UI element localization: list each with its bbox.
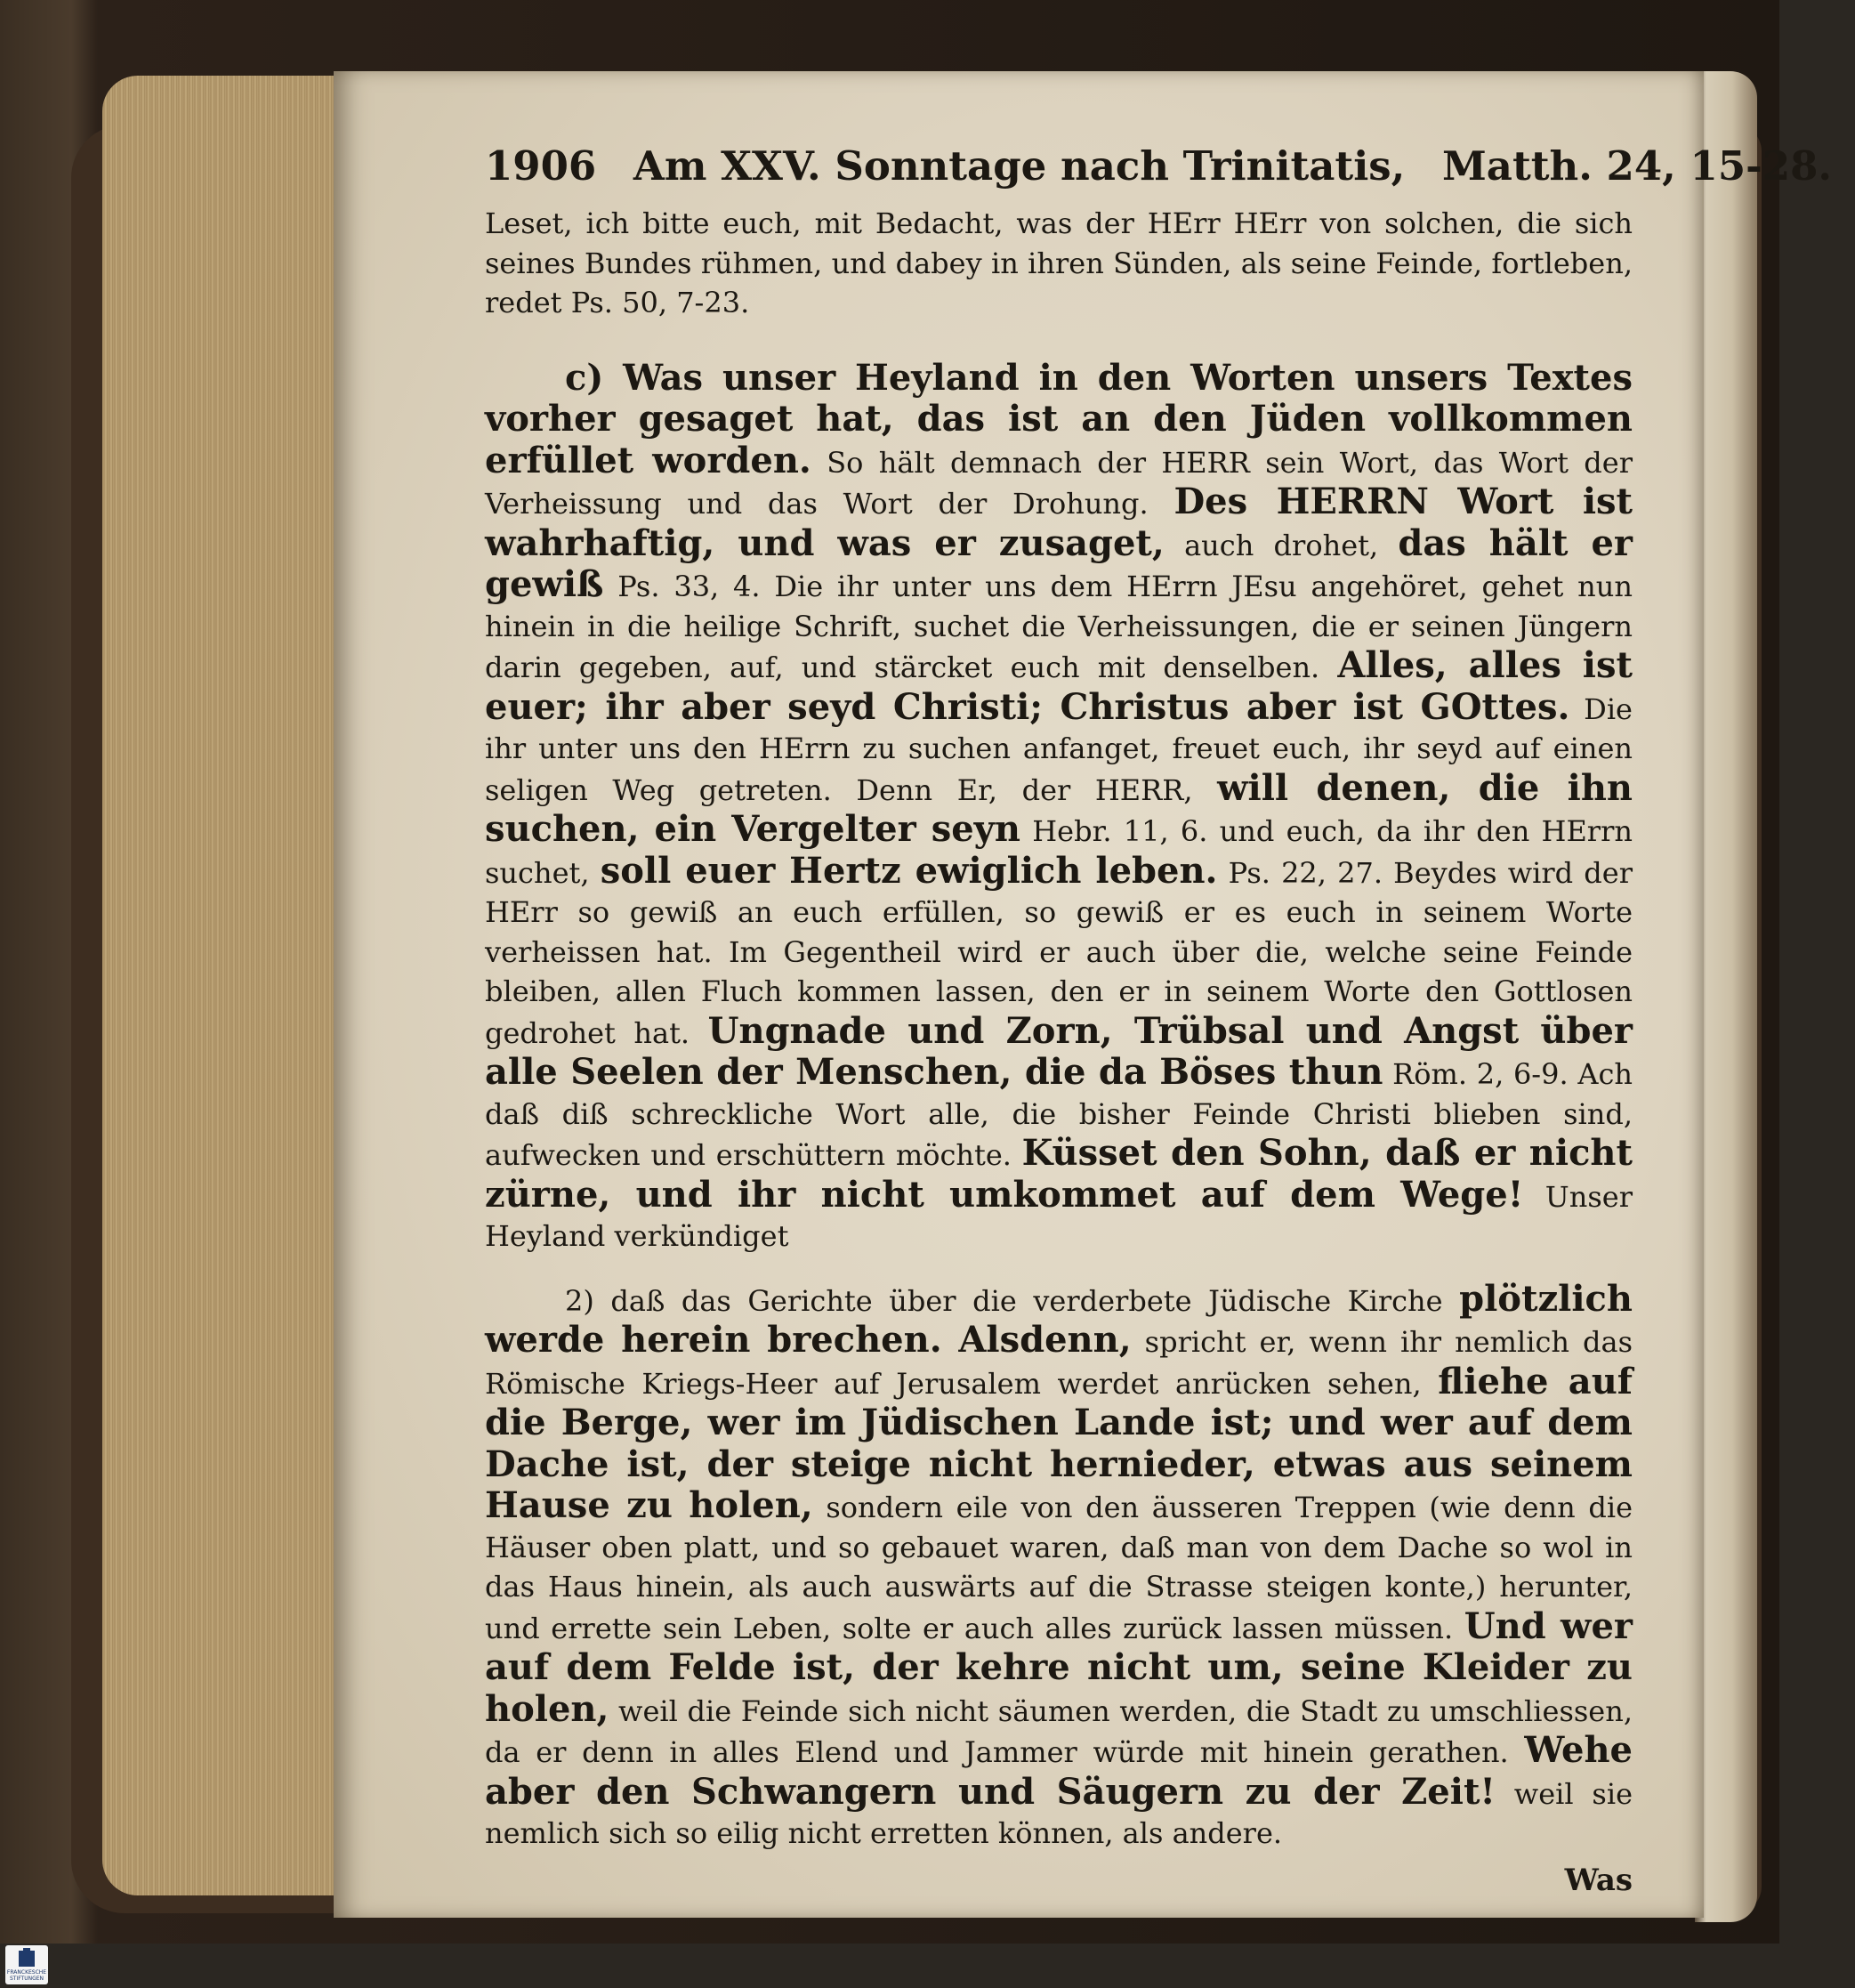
emphasis-run: plötzlich werde herein brechen. Alsdenn, [485,1277,1633,1361]
text-run: auch drohet, [1164,528,1399,562]
text-run: sondern eile von den äusseren Treppen (wie denn die Häuser oben platt, und so gebauet waren, daß man von dem Dache so wol in das Haus hinein, als auch auswärts auf die Strasse steigen konte,) herunter, und errette sein Leben, solte er auch alles zurück lassen müssen. [485,1491,1633,1645]
page-edges [102,76,343,1895]
text-run: weil die Feinde sich nicht säumen werden, die Stadt zu umschliessen, da er denn in alles Elend und Jammer würde mit hinein gerathen. [485,1693,1633,1769]
text-run: weil sie nemlich sich so eilig nicht erretten können, als andere. [485,1776,1633,1850]
emphasis-run: das hält er gewiß [485,521,1633,605]
logo-text: FRANCKESCHE STIFTUNGEN [6,1969,47,1982]
paragraph-2 [485,356,1633,1257]
text-run: Ps. 22, 27. Beydes wird der HErr so gewiß an euch erfüllen, so gewiß er es euch in seinem Worte verheissen hat. Im Gegentheil wird er auch über die, welche seine Feinde bleiben, allen Fluch kommen lassen, den er in seinem Worte den Gottlosen gedrohet hat. [485,855,1633,1050]
header-title: Am XXV. Sonntage nach Trinitatis, [633,142,1406,190]
emphasis-run: will denen, die ihn suchen, ein Vergelter seyn [485,766,1633,850]
text-run: Leset, ich bitte euch, mit Bedacht, was der HErr HErr von solchen, die sich seines Bundes rühmen, und dabey in ihren Sünden, als seine Feinde, fortleben, redet Ps. 50, 7-23. [485,206,1633,319]
logo-mark-icon [19,1951,35,1967]
emphasis-run: Ungnade und Zorn, Trübsal und Angst über alle Seelen der Menschen, die da Böses thun [485,1009,1633,1093]
paragraph-1 [485,204,1633,323]
spacer [485,1257,1633,1280]
institution-logo [5,1945,48,1984]
text-run: 2) daß das Gerichte über die verderbete Jüdische Kirche [565,1283,1460,1318]
emphasis-run: Und wer auf dem Felde ist, der kehre nicht um, seine Kleider zu holen, [485,1604,1633,1730]
running-header [485,142,1833,190]
text-run: Röm. 2, 6-9. Ach daß diß schreckliche Wort alle, die bisher Feinde Christi blieben sind, aufwecken und erschüttern möchte. [485,1057,1633,1172]
text-run: spricht er, wenn ihr nemlich das Römische Kriegs-Heer auf Jerusalem werdet anrücken sehen, [485,1325,1633,1401]
paragraph-3 [485,1277,1633,1854]
emphasis-run: fliehe auf die Berge, wer im Jüdischen Lande ist; und wer auf dem Dache ist, der steige nicht hernieder, etwas aus seinem Hause zu holen, [485,1360,1633,1526]
emphasis-run: soll euer Hertz ewiglich leben. [600,849,1218,892]
spacer [485,323,1633,359]
page-text [485,142,1833,1898]
book-page [334,71,1833,1918]
emphasis-run: Küsset den Sohn, daß er nicht zürne, und ihr nicht umkommet auf dem Wege! [485,1132,1633,1216]
emphasis-run: c) Was unser Heyland in den Worten unsers Textes vorher gesaget hat, das ist an den Jüden vollkommen erfüllet worden. [485,356,1633,481]
page-number: 1906 [485,142,597,190]
text-run: Die ihr unter uns den HErrn zu suchen anfanget, freuet euch, ihr seyd auf einen seligen Weg getreten. Denn Er, der HERR, [485,691,1633,807]
text-run: Unser Heyland verkündiget [485,1179,1633,1253]
text-run: So hält demnach der HERR sein Wort, das Wort der Verheissung und das Wort der Drohung. [485,445,1633,521]
viewer-footer [0,1944,1779,1988]
facing-page-edge [1695,71,1757,1922]
header-reference: Matth. 24, 15-28. [1441,142,1833,190]
text-run: Ps. 33, 4. Die ihr unter uns dem HErrn JEsu angehöret, gehet nun hinein in die heilige Schrift, suchet die Verheissungen, die er seinen Jüngern darin gegeben, auf, und stärcket euch mit denselben. [485,570,1633,684]
emphasis-run: Des HERRN Wort ist wahrhaftig, und was er zusaget, [485,481,1633,564]
catchword: Was [1564,1862,1633,1898]
emphasis-run: Wehe aber den Schwangern und Säugern zu der Zeit! [485,1729,1633,1813]
text-run: Hebr. 11, 6. und euch, da ihr den HErrn suchet, [485,814,1633,890]
emphasis-run: Alles, alles ist euer; ihr aber seyd Christi; Christus aber ist GOttes. [485,644,1633,728]
